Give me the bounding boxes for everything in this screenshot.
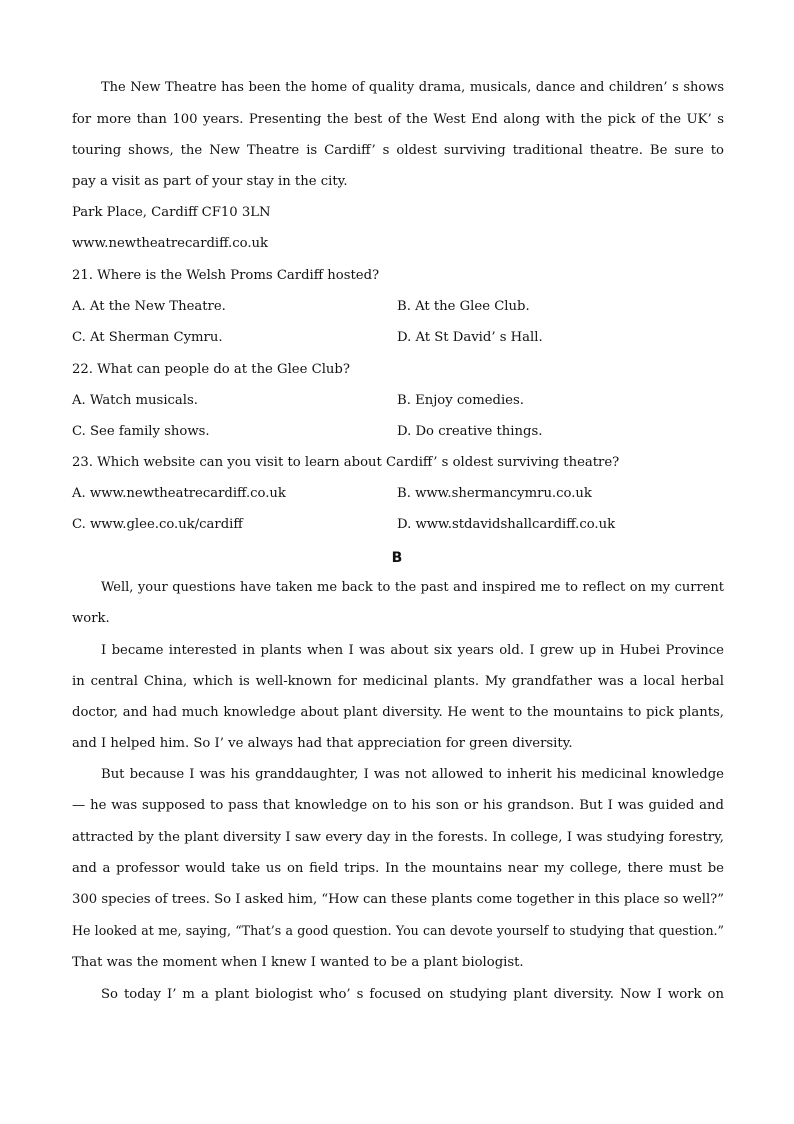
option-b[interactable]: B. Enjoy comedies. xyxy=(397,393,524,408)
passage-b-line: and I helped him. So I’ ve always had that appreciation for green diversity. xyxy=(72,736,573,751)
passage-a-line: touring shows, the New Theatre is Cardiff’ s oldest surviving traditional theatre. Be sure to xyxy=(72,143,724,158)
option-d[interactable]: D. At St David’ s Hall. xyxy=(397,330,543,345)
passage-b-line: work. xyxy=(72,611,110,626)
passage-b-line: That was the moment when I knew I wanted to be a plant biologist. xyxy=(72,955,524,970)
option-c[interactable]: C. www.glee.co.uk/cardiff xyxy=(72,517,243,532)
passage-b-line: He looked at me, saying, “That’s a good question. You can devote yourself to studying that question.” xyxy=(72,923,724,938)
option-b[interactable]: B. At the Glee Club. xyxy=(397,299,530,314)
passage-b-line: Well, your questions have taken me back to the past and inspired me to reflect on my current xyxy=(101,580,724,595)
theatre-address: Park Place, Cardiff CF10 3LN xyxy=(72,205,271,220)
option-a[interactable]: A. Watch musicals. xyxy=(72,393,198,408)
option-a[interactable]: A. At the New Theatre. xyxy=(72,299,226,314)
passage-b-line: But because I was his granddaughter, I was not allowed to inherit his medicinal knowledge xyxy=(101,767,724,782)
section-heading: B xyxy=(391,550,403,566)
passage-a-line: The New Theatre has been the home of quality drama, musicals, dance and children’ s shows xyxy=(101,80,724,95)
passage-a-line: pay a visit as part of your stay in the city. xyxy=(72,174,348,189)
theatre-website: www.newtheatrecardiff.co.uk xyxy=(72,236,269,251)
option-c[interactable]: C. At Sherman Cymru. xyxy=(72,330,223,345)
passage-b-line: I became interested in plants when I was about six years old. I grew up in Hubei Province xyxy=(101,643,724,658)
option-a[interactable]: A. www.newtheatrecardiff.co.uk xyxy=(72,486,286,501)
passage-b-line: and a professor would take us on field trips. In the mountains near my college, there must be xyxy=(72,861,724,876)
option-c[interactable]: C. See family shows. xyxy=(72,424,210,439)
option-b[interactable]: B. www.shermancymru.co.uk xyxy=(397,486,592,501)
question-stem: 22. What can people do at the Glee Club? xyxy=(72,362,350,377)
passage-b-line: — he was supposed to pass that knowledge on to his son or his grandson. But I was guided and xyxy=(72,798,724,813)
passage-b-line: So today I’ m a plant biologist who’ s focused on studying plant diversity. Now I work on xyxy=(101,987,724,1002)
option-d[interactable]: D. Do creative things. xyxy=(397,424,543,439)
question-stem: 23. Which website can you visit to learn about Cardiff’ s oldest surviving theatre? xyxy=(72,455,620,470)
passage-b-line: 300 species of trees. So I asked him, “How can these plants come together in this place so well?” xyxy=(72,892,724,907)
question-stem: 21. Where is the Welsh Proms Cardiff hosted? xyxy=(72,268,380,283)
passage-a-line: for more than 100 years. Presenting the best of the West End along with the pick of the UK’ s xyxy=(72,112,724,127)
passage-b-line: attracted by the plant diversity I saw every day in the forests. In college, I was studying forestry, xyxy=(72,830,724,845)
passage-b-line: in central China, which is well-known for medicinal plants. My grandfather was a local herbal xyxy=(72,674,724,689)
option-d[interactable]: D. www.stdavidshallcardiff.co.uk xyxy=(397,517,616,532)
passage-b-line: doctor, and had much knowledge about plant diversity. He went to the mountains to pick plants, xyxy=(72,705,724,720)
